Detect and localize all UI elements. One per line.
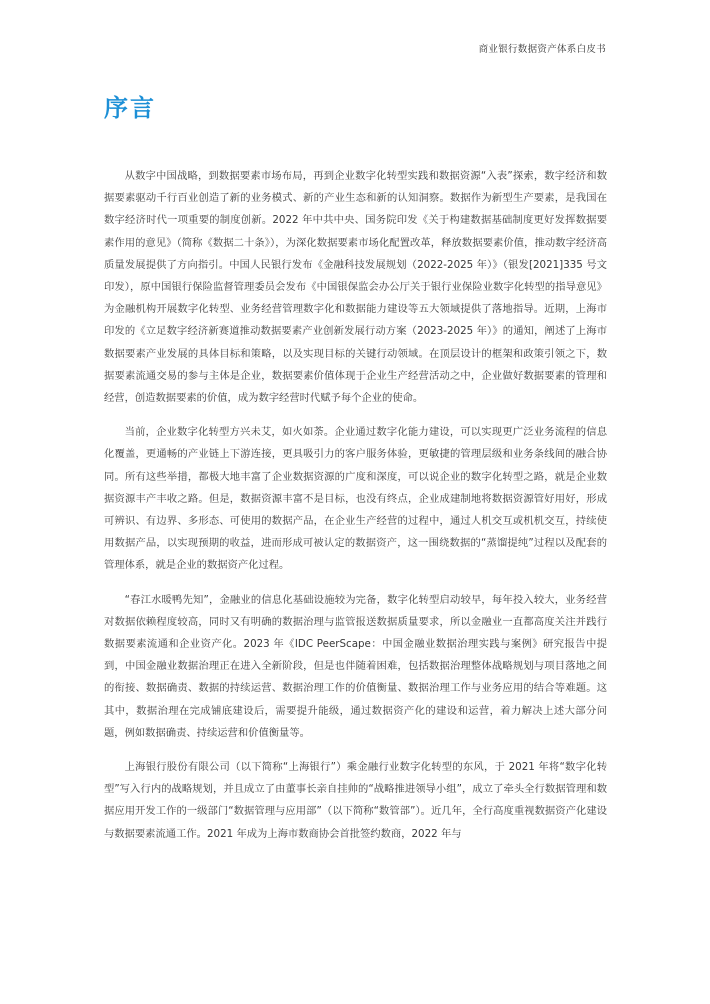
paragraph-2: 当前，企业数字化转型方兴未艾，如火如荼。企业通过数字化能力建设，可以实现更广泛业务流程的信息化覆盖，更通畅的产业链上下游连接，更具吸引力的客户服务体验，更敏捷的管理层级和业务条线间的融合协同。所有这些举措，都极大地丰富了企业数据资源的广度和深度，可以说企业的数字化转型之路，就是企业数据资源丰产丰收之路。但是，数据资源丰富不是目标，也没有终点，企业成建制地将数据资源管好用好，形成可辨识、有边界、多形态、可使用的数据产品，在企业生产经营的过程中，通过人机交互或机机交互，持续使用数据产品，以实现预期的收益，进而形成可被认定的数据资产，这一围绕数据的“蒸馏提纯”过程以及配套的管理体系，就是企业的数据资产化过程。 [104, 426, 607, 572]
preface-body [104, 165, 607, 857]
document-header-title: 商业银行数据资产体系白皮书 [478, 44, 606, 55]
paragraph-4: 上海银行股份有限公司（以下简称“上海银行”）乘金融行业数字化转型的东风，于 2021 年将“数字化转型”写入行内的战略规划，并且成立了由董事长亲自挂帅的“战略推进领导小组”，成立了牵头全行数据管理和数据应用开发工作的一级部门“数据管理与应用部”（以下简称“数管部”）。近几年，全行高度重视数据资产化建设与数据要素流通工作。2021 年成为上海市数商协会首批签约数商，2022 年与 [104, 761, 607, 840]
page-title: 序言 [104, 94, 156, 122]
paragraph-3: “春江水暖鸭先知”，金融业的信息化基础设施较为完备，数字化转型启动较早，每年投入较大，业务经营对数据依赖程度较高，同时又有明确的数据治理与监管报送数据质量要求，所以金融业一直都高度关注并践行数据要素流通和企业资产化。2023 年《IDC PeerScape：中国金融业数据治理实践与案例》研究报告中提到，中国金融业数据治理正在进入全新阶段，但是也伴随着困难，包括数据治理整体战略规划与项目落地之间的衔接、数据确责、数据的持续运营、数据治理工作的价值衡量、数据治理工作与业务应用的结合等难题。这其中，数据治理在完成铺底建设后，需要提升能级，通过数据资产化的建设和运营，着力解决上述大部分问题，例如数据确责、持续运营和价值衡量等。 [104, 593, 607, 739]
paragraph-1: 从数字中国战略，到数据要素市场布局，再到企业数字化转型实践和数据资源“入表”探索，数字经济和数据要素驱动千行百业创造了新的业务模式、新的产业生态和新的认知洞察。数据作为新型生产要素，是我国在数字经济时代一项重要的制度创新。2022 年中共中央、国务院印发《关于构建数据基础制度更好发挥数据要素作用的意见》（简称《数据二十条》），为深化数据要素市场化配置改革，释放数据要素价值，推动数字经济高质量发展提供了方向指引。中国人民银行发布《金融科技发展规划（2022-2025 年）》（银发[2021]335 号文印发），原中国银行保险监督管理委员会发布《中国银保监会办公厅关于银行业保险业数字化转型的指导意见》为金融机构开展数字化转型、业务经营管理数字化和数据能力建设等五大领域提供了落地指导。近期，上海市印发的《立足数字经济新赛道推动数据要素产业创新发展行动方案（2023-2025 年）》的通知，阐述了上海市数据要素产业发展的具体目标和策略，以及实现目标的关键行动领域。在顶层设计的框架和政策引领之下，数据要素流通交易的参与主体是企业，数据要素价值体现于企业生产经营活动之中，企业做好数据要素的管理和经营，创造数据要素的价值，成为数字经营时代赋予每个企业的使命。 [104, 170, 607, 405]
